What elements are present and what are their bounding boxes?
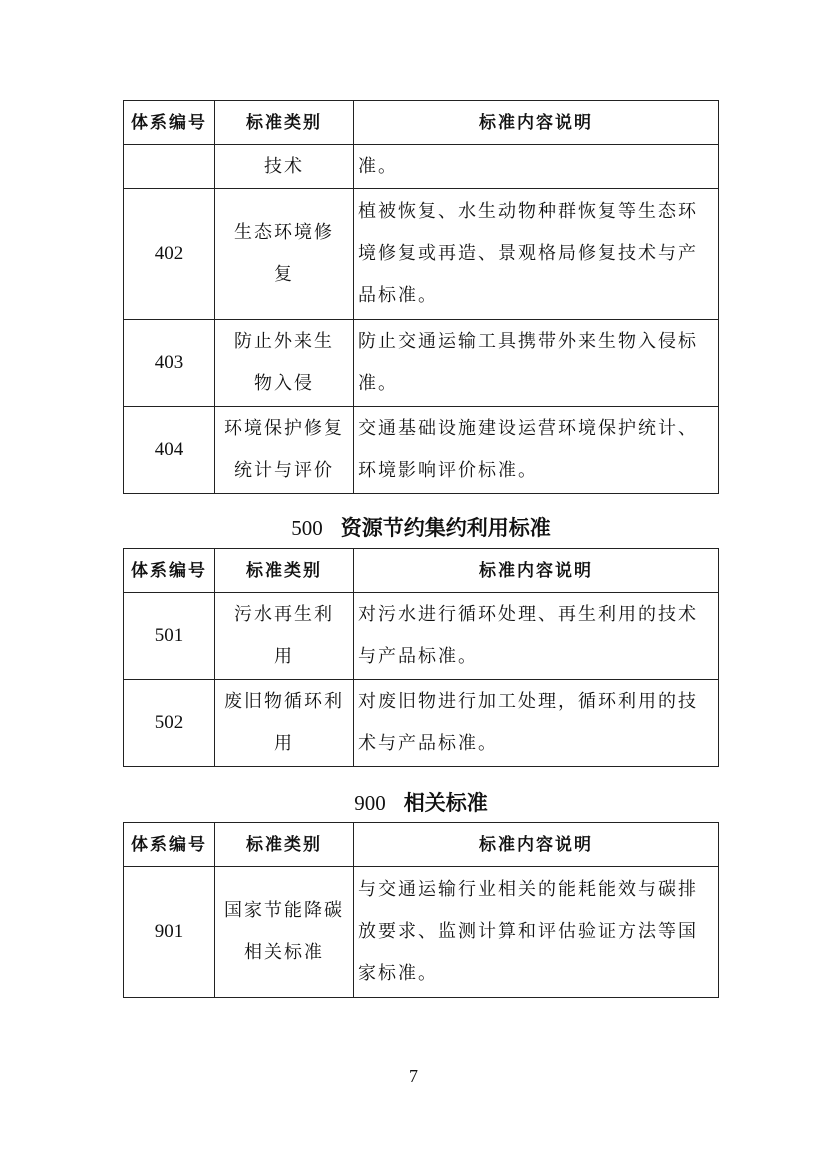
table-row xyxy=(124,680,719,767)
row-category: 生态环境修复 xyxy=(215,189,354,320)
row-code: 404 xyxy=(124,407,215,494)
row-category: 技术 xyxy=(215,145,354,189)
header-category: 标准类别 xyxy=(215,823,354,867)
row-code: 502 xyxy=(124,680,215,767)
header-category: 标准类别 xyxy=(215,101,354,145)
row-description: 交通基础设施建设运营环境保护统计、环境影响评价标准。 xyxy=(354,407,719,494)
row-code xyxy=(124,145,215,189)
table-row xyxy=(124,867,719,998)
row-description: 对污水进行循环处理、再生利用的技术与产品标准。 xyxy=(354,593,719,680)
table-row xyxy=(124,407,719,494)
section-number: 500 xyxy=(291,516,323,540)
header-code: 体系编号 xyxy=(124,101,215,145)
row-code: 901 xyxy=(124,867,215,998)
row-category: 防止外来生物入侵 xyxy=(215,320,354,407)
standards-table-900 xyxy=(123,822,719,998)
row-description: 防止交通运输工具携带外来生物入侵标准。 xyxy=(354,320,719,407)
table-header-row xyxy=(124,101,719,145)
row-description: 与交通运输行业相关的能耗能效与碳排放要求、监测计算和评估验证方法等国家标准。 xyxy=(354,867,719,998)
row-category: 环境保护修复统计与评价 xyxy=(215,407,354,494)
row-category: 国家节能降碳相关标准 xyxy=(215,867,354,998)
header-description: 标准内容说明 xyxy=(354,549,719,593)
header-description: 标准内容说明 xyxy=(354,823,719,867)
table-row xyxy=(124,593,719,680)
section-number: 900 xyxy=(354,791,386,815)
standards-table-400 xyxy=(123,100,719,494)
header-code: 体系编号 xyxy=(124,549,215,593)
table-row xyxy=(124,189,719,320)
table-header-row xyxy=(124,549,719,593)
row-category: 废旧物循环利用 xyxy=(215,680,354,767)
section-title: 资源节约集约利用标准 xyxy=(340,516,551,540)
row-code: 501 xyxy=(124,593,215,680)
row-code: 403 xyxy=(124,320,215,407)
row-description: 准。 xyxy=(354,145,719,189)
header-code: 体系编号 xyxy=(124,823,215,867)
header-description: 标准内容说明 xyxy=(354,101,719,145)
page-number: 7 xyxy=(409,1066,418,1086)
table-row xyxy=(124,145,719,189)
section-heading-900 xyxy=(123,787,719,817)
row-category: 污水再生利用 xyxy=(215,593,354,680)
table-row xyxy=(124,320,719,407)
row-code: 402 xyxy=(124,189,215,320)
row-description: 植被恢复、水生动物种群恢复等生态环境修复或再造、景观格局修复技术与产品标准。 xyxy=(354,189,719,320)
section-title: 相关标准 xyxy=(403,791,488,815)
header-category: 标准类别 xyxy=(215,549,354,593)
row-description: 对废旧物进行加工处理，循环利用的技术与产品标准。 xyxy=(354,680,719,767)
table-header-row xyxy=(124,823,719,867)
section-heading-500 xyxy=(123,512,719,542)
standards-table-500 xyxy=(123,548,719,767)
